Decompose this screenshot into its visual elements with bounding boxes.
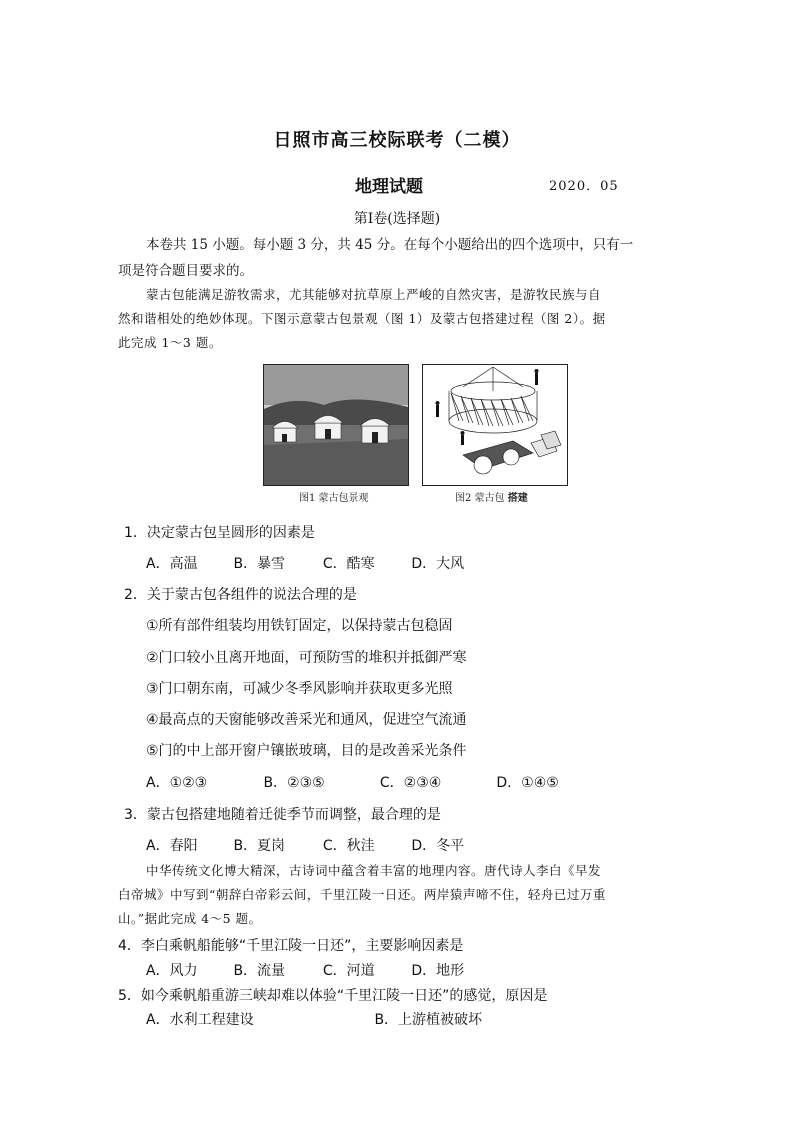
question-5-options	[146, 1009, 482, 1029]
question-1-stem: 1．决定蒙古包呈圆形的因素是	[124, 525, 315, 541]
passage-2-line-2: 白帝城》中写到“朝辞白帝彩云间，千里江陵一日还。两岸猿声啼不住，轻舟已过万重	[118, 887, 606, 902]
q2-option-a: A．①②③	[146, 775, 208, 791]
figure-1-caption: 图1 蒙古包景观	[299, 493, 369, 504]
q2-option-d: D．①④⑤	[496, 775, 559, 791]
figure-2-yurt-construction	[422, 364, 568, 486]
q1-option-c: C．酷寒	[322, 556, 375, 572]
question-4-stem: 4．李白乘帆船能够“千里江陵一日还”，主要影响因素是	[118, 938, 464, 954]
figure-2-caption-bold: 搭建	[507, 493, 528, 504]
q2-statement-1: ①所有部件组装均用铁钉固定，以保持蒙古包稳固	[146, 618, 453, 634]
q2-statement-3: ③门口朝东南，可减少冬季风影响并获取更多光照	[146, 681, 453, 697]
passage-2-line-3: 山。”据此完成 4～5 题。	[118, 911, 262, 926]
q3-option-d: D．冬平	[411, 838, 465, 854]
q2-statement-5: ⑤门的中上部开窗户镶嵌玻璃，目的是改善采光条件	[146, 743, 467, 759]
passage-2-line-1: 中华传统文化博大精深，古诗词中蕴含着丰富的地理内容。唐代诗人李白《早发	[146, 863, 602, 878]
figure-2-caption	[455, 489, 528, 504]
yurt-construction-drawing	[423, 365, 567, 485]
q1-option-d: D．大风	[411, 556, 465, 572]
exam-subtitle: 地理试题	[355, 177, 423, 197]
question-4-options	[146, 960, 464, 980]
question-3-stem: 3．蒙古包搭建地随着迁徙季节而调整，最合理的是	[124, 807, 441, 823]
yurt-landscape-photo	[264, 365, 408, 485]
question-3-options	[146, 835, 464, 855]
question-1-options	[146, 553, 464, 573]
q1-option-a: A．高温	[146, 556, 198, 572]
q5-option-a: A．水利工程建设	[146, 1012, 254, 1028]
passage-1	[118, 283, 690, 355]
figure-1-yurt-landscape	[263, 364, 409, 486]
passage-1-line-1: 蒙古包能满足游牧需求，尤其能够对抗草原上严峻的自然灾害，是游牧民族与自	[146, 287, 602, 302]
q4-option-b: B．流量	[233, 963, 286, 979]
q4-option-a: A．风力	[146, 963, 198, 979]
q3-option-c: C．秋洼	[322, 838, 375, 854]
instructions-line-1: 本卷共 15 小题。每小题 3 分，共 45 分。在每个小题给出的四个选项中，只有一	[146, 237, 634, 253]
instructions	[118, 232, 690, 284]
exam-title: 日照市高三校际联考（二模）	[273, 130, 521, 151]
q3-option-a: A．春阳	[146, 838, 198, 854]
q2-option-c: C．②③④	[379, 775, 442, 791]
question-2-stem: 2．关于蒙古包各组件的说法合理的是	[124, 587, 357, 603]
q2-statement-4: ④最高点的天窗能够改善采光和通风，促进空气流通	[146, 712, 467, 728]
passage-1-line-3: 此完成 1～3 题。	[118, 335, 222, 350]
instructions-line-2: 项是符合题目要求的。	[118, 263, 253, 279]
q4-option-d: D．地形	[411, 963, 465, 979]
q4-option-c: C．河道	[322, 963, 375, 979]
section-heading: 第Ⅰ卷(选择题)	[353, 211, 441, 227]
passage-1-line-2: 然和谐相处的绝妙体现。下图示意蒙古包景观（图 1）及蒙古包搭建过程（图 2）。据	[118, 311, 606, 326]
q3-option-b: B．夏岗	[233, 838, 286, 854]
q1-option-b: B．暴雪	[233, 556, 286, 572]
question-5-stem: 5．如今乘帆船重游三峡却难以体验“千里江陵一日还”的感觉，原因是	[118, 988, 548, 1004]
figure-2-caption-text: 图2 蒙古包	[455, 493, 505, 504]
q2-option-b: B．②③⑤	[263, 775, 325, 791]
q5-option-b: B．上游植被破坏	[374, 1012, 483, 1028]
q2-statement-2: ②门口较小且离开地面，可预防雪的堆积并抵御严寒	[146, 650, 467, 666]
passage-2	[118, 859, 690, 931]
exam-date: 2020．05	[549, 179, 619, 194]
question-2-options	[146, 772, 559, 792]
